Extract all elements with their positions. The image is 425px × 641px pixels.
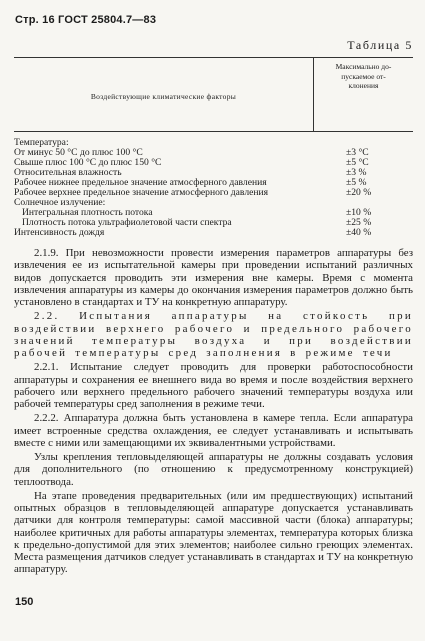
table-caption: Таблица 5 xyxy=(347,38,413,52)
row-label: Интенсивность дождя xyxy=(14,227,105,238)
row-value: ±25 % xyxy=(346,217,372,228)
row-label: Плотность потока ультрафиолетовой части спектра xyxy=(22,217,232,228)
row-label: Солнечное излучение: xyxy=(14,197,106,208)
table-top-rule xyxy=(14,57,413,58)
row-value: ±3 % xyxy=(346,167,367,178)
row-value: ±10 % xyxy=(346,207,372,218)
row-value: ±40 % xyxy=(346,227,372,238)
row-value: ±3 °С xyxy=(346,147,369,158)
column-header-factors: Воздействующие климатические факторы xyxy=(90,92,237,101)
row-value: ±5 % xyxy=(346,177,367,188)
row-label: Интегральная плотность потока xyxy=(22,207,153,218)
row-label: Свыше плюс 100 °С до плюс 150 °С xyxy=(14,157,162,168)
body-text xyxy=(14,247,413,578)
paragraph-2-2-2: 2.2.2. Аппаратура должна быть установлена в камере тепла. Если аппаратура имеет встроенные средства охлаждения, ее следует устанавливать и испытывать вместе с ними или замещающими их эквивалентными устройствами. xyxy=(14,412,413,449)
paragraph-2-1-9: 2.1.9. При невозможности провести измерения параметров аппаратуры без извлечения ее из испытательной камеры при проведении испытаний различных видов допускается проводить эти измерения вне камеры. Время с момента извлечения аппаратуры из камеры до окончания измерения параметров должно быть установлено в стандартах и ТУ на конкретную аппаратуру. xyxy=(14,247,413,308)
paragraph-sensors: На этапе проведения предварительных (или им предшествующих) испытаний опытных образцов в тепловыделяющей аппаратуре допускается устанавливать датчики для контроля температуры: самой массивной части (блока) аппаратуры; наиболее критичных для работы аппаратуры элементах, температура которых близка к предельно-допустимой для этих элементов; наиболее сильно греющих элементах. Места размещения датчиков следует устанавливать в стандартах и ТУ на конкретную аппаратуру. xyxy=(14,489,413,576)
column-header-deviation: Максимально до- пускаемое от- клонения xyxy=(335,62,392,90)
row-label: Относительная влажность xyxy=(14,167,122,178)
row-value: ±20 % xyxy=(346,187,372,198)
row-label: От минус 50 °С до плюс 100 °С xyxy=(14,147,143,158)
page-number: 150 xyxy=(15,596,34,608)
row-label: Рабочее верхнее предельное значение атмосферного давления xyxy=(14,187,269,198)
row-label: Температура: xyxy=(14,137,69,148)
section-heading-2-2: 2.2. Испытания аппаратуры на стойкость при воздействии верхнего рабочего и предельного рабочего значений температуры воздуха и при воздействии рабочей температуры сред заполнения в режиме течи xyxy=(14,310,413,359)
table-header-rule xyxy=(14,131,413,132)
table-row xyxy=(14,228,413,238)
running-header: Стр. 16 ГОСТ 25804.7—83 xyxy=(15,14,157,26)
row-value: ±5 °С xyxy=(346,157,369,168)
paragraph-mounting: Узлы крепления тепловыделяющей аппаратуры не должны создавать условия для дополнительного (по отношению к предусмотренному конструкцией) теплоотвода. xyxy=(14,451,413,488)
row-label: Рабочее нижнее предельное значение атмосферного давления xyxy=(14,177,267,188)
paragraph-2-2-1: 2.2.1. Испытание следует проводить для проверки работоспособности аппаратуры и сохранения ее внешнего вида во время и после воздействия верхнего рабочего или верхнего предельного рабочего значений температуры воздуха или рабочей температуры сред заполнения в режиме течи. xyxy=(14,361,413,410)
